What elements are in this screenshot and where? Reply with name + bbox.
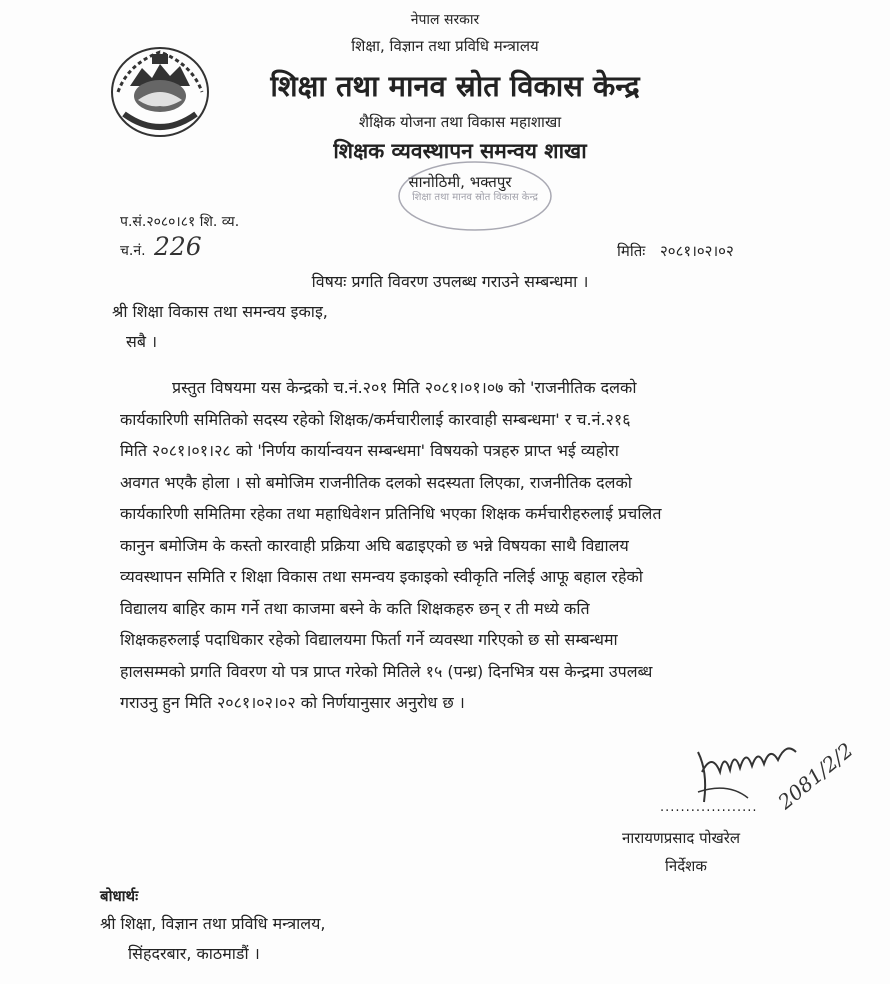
subject-line: विषयः प्रगति विवरण उपलब्ध गराउने सम्बन्धमा । bbox=[311, 272, 589, 291]
office-stamp-icon bbox=[395, 156, 555, 236]
letter-date: २०८१।०२।०२ bbox=[660, 242, 734, 260]
chalani-number-handwritten: 226 bbox=[154, 232, 202, 261]
signature-dots: ................... bbox=[660, 800, 758, 815]
chalani-label: च.नं. bbox=[120, 243, 146, 259]
patra-sankhya: प.सं.२०८०।८१ शि. व्य. bbox=[120, 214, 240, 230]
body-line: व्यवस्थापन समिति र शिक्षा विकास तथा समन्वय इकाइको स्वीकृति नलिई आफू बहाल रहेको bbox=[120, 567, 643, 586]
signatory-title: निर्देशक bbox=[665, 857, 707, 875]
body-line: अवगत भएकै होला । सो बमोजिम राजनीतिक दलको सदस्यता लिएका, राजनीतिक दलको bbox=[120, 472, 632, 492]
section-name: शिक्षक व्यवस्थापन समन्वय शाखा bbox=[333, 139, 587, 163]
body-line: कानुन बमोजिम के कस्तो कारवाही प्रक्रिया अघि बढाइएको छ भन्ने विषयका साथै विद्यालय bbox=[120, 535, 629, 555]
signatory-name: नारायणप्रसाद पोखरेल bbox=[622, 829, 741, 847]
body-line: मिति २०८१।०१।२८ को 'निर्णय कार्यान्वयन सम्बन्धमा' विषयको पत्रहरु प्राप्त भई व्यहोरा bbox=[120, 441, 619, 460]
ministry-name: शिक्षा, विज्ञान तथा प्रविधि मन्त्रालय bbox=[351, 37, 539, 55]
addressee-line1: श्री शिक्षा विकास तथा समन्वय इकाइ, bbox=[112, 302, 328, 321]
body-line: कार्यकारिणी समितिमा रहेका तथा महाधिवेशन प्रतिनिधि भएका शिक्षक कर्मचारीहरुलाई प्रचलित bbox=[120, 504, 662, 523]
body-line: विद्यालय बाहिर काम गर्ने तथा काजमा बस्ने के कति शिक्षकहरु छन् र ती मध्ये कति bbox=[120, 598, 590, 618]
letter-body bbox=[120, 372, 780, 719]
body-line: गराउनु हुन मिति २०८१।०२।०२ को निर्णयानुसार अनुरोध छ । bbox=[120, 693, 465, 712]
nepal-emblem-icon bbox=[108, 44, 212, 140]
stamp-text: शिक्षा तथा मानव स्रोत विकास केन्द्र bbox=[412, 192, 538, 203]
office-address: सानोठिमी, भक्तपुर bbox=[408, 173, 512, 191]
division-name: शैक्षिक योजना तथा विकास महाशाखा bbox=[358, 113, 562, 131]
cc-line1: श्री शिक्षा, विज्ञान तथा प्रविधि मन्त्रालय, bbox=[100, 914, 326, 933]
cc-line2: सिंहदरबार, काठमाडौं । bbox=[128, 944, 260, 963]
body-line: शिक्षकहरुलाई पदाधिकार रहेको विद्यालयमा फिर्ता गर्ने व्यवस्था गरिएको छ सो सम्बन्धमा bbox=[120, 630, 618, 649]
body-line: कार्यकारिणी समितिको सदस्य रहेको शिक्षक/कर्मचारीलाई कारवाही सम्बन्धमा' र च.नं.२१६ bbox=[120, 409, 631, 429]
body-line: प्रस्तुत विषयमा यस केन्द्रको च.नं.२०१ मिति २०८१।०१।०७ को 'राजनीतिक दलको bbox=[172, 378, 637, 397]
addressee-line2: सबै । bbox=[126, 332, 158, 351]
signature-date: 2081/2/2 bbox=[773, 737, 858, 815]
cc-label: बोधार्थः bbox=[100, 887, 139, 905]
body-line: हालसम्मको प्रगति विवरण यो पत्र प्राप्त गरेको मितिले १५ (पन्ध्र) दिनभित्र यस केन्द्रमा उपलब्ध bbox=[120, 661, 653, 681]
gov-name: नेपाल सरकार bbox=[410, 12, 480, 28]
date-label: मितिः bbox=[617, 242, 646, 260]
center-name: शिक्षा तथा मानव स्रोत विकास केन्द्र bbox=[270, 69, 640, 103]
